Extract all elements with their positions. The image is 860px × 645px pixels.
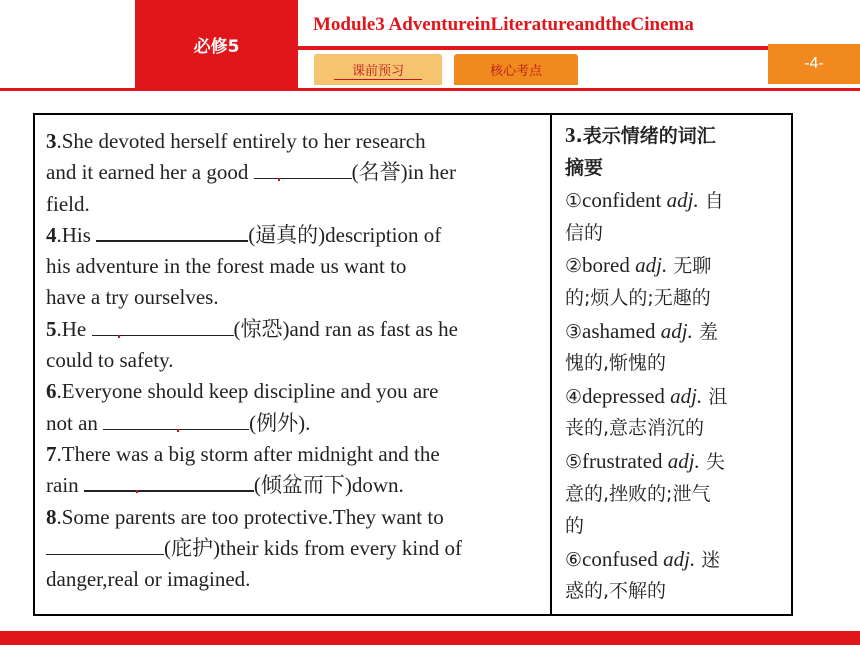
tab-preview-label: 课前预习: [351, 64, 404, 79]
vocab-pos: adj.: [660, 318, 693, 343]
vocab-meaning: 失: [699, 450, 725, 473]
answer-blank[interactable]: [46, 537, 164, 555]
vocab-index: ③: [565, 320, 583, 343]
book-label: [135, 0, 298, 88]
header-divider: [0, 88, 860, 91]
exercise-text: not an: [46, 410, 104, 435]
vocab-heading-text: .表示情绪的词汇: [575, 125, 716, 147]
tab-core-points[interactable]: [454, 54, 578, 85]
exercise-text: (名誉)in her: [351, 160, 456, 185]
exercise-text: (逼真的)description of: [248, 222, 442, 247]
vocab-index: ⑥: [565, 548, 583, 571]
exercise-number: 5: [46, 316, 57, 341]
exercise-text: (庇护)their kids from every kind of: [164, 535, 463, 560]
vocab-entry: [565, 445, 791, 478]
vocab-meaning-cont: [565, 347, 791, 380]
vocab-heading-number: 3: [565, 123, 576, 147]
vocab-word: confused: [582, 546, 658, 571]
vocab-meaning-cont: [565, 478, 791, 511]
exercise-line: [46, 189, 550, 220]
vocab-entry: [565, 315, 791, 348]
exercise-number: 7: [46, 441, 57, 466]
exercise-line: [46, 157, 550, 188]
vocab-meaning: 的;烦人的;无趣的: [565, 286, 711, 309]
vocab-column: [552, 115, 791, 614]
vocab-word: confident: [582, 188, 662, 213]
exercise-line: [46, 220, 550, 251]
exercise-line: [46, 408, 550, 439]
vocab-meaning-cont: [565, 217, 791, 250]
vocab-meaning: 自: [698, 190, 724, 213]
answer-blank[interactable]: [92, 318, 234, 336]
exercise-text: (例外).: [249, 410, 311, 435]
vocab-meaning: 信的: [565, 221, 604, 244]
vocab-pos: adj.: [635, 253, 668, 278]
vocab-meaning: 愧的,惭愧的: [565, 352, 667, 375]
exercise-text: could to safety.: [46, 348, 174, 373]
exercise-number: 6: [46, 379, 57, 404]
vocab-word: depressed: [582, 383, 665, 408]
exercise-number: 8: [46, 504, 57, 529]
exercise-line: [46, 314, 550, 345]
vocab-pos: adj.: [666, 188, 699, 213]
tab-core-points-label: 核心考点: [489, 64, 542, 79]
vocab-meaning: 的: [565, 515, 585, 538]
vocab-entry: [565, 184, 791, 217]
exercise-text: (惊恐)and ran as fast as he: [233, 316, 458, 341]
exercise-text: his adventure in the forest made us want to: [46, 254, 407, 279]
exercise-line: [46, 564, 550, 595]
vocab-pos: adj.: [667, 448, 700, 473]
exercise-line: [46, 251, 550, 282]
exercise-number: 4: [46, 222, 57, 247]
vocab-meaning-cont: [565, 510, 791, 543]
exercise-text: (倾盆而下)down.: [253, 473, 404, 498]
exercise-line: [46, 376, 550, 407]
answer-blank[interactable]: [84, 473, 254, 492]
vocab-pos: adj.: [663, 546, 696, 571]
module-title: Module3 AdventureinLiteratureandtheCinema: [313, 14, 694, 35]
exercise-text: rain: [46, 473, 84, 498]
exercise-text: .His: [56, 222, 97, 247]
exercise-line: [46, 470, 550, 501]
vocab-index: ①: [565, 190, 583, 213]
vocab-entry: [565, 380, 791, 413]
exercise-text: .There was a big storm after midnight and the: [56, 441, 440, 466]
exercise-line: [46, 126, 550, 157]
vocab-entry: [565, 543, 791, 576]
exercise-text: .She devoted herself entirely to her research: [56, 129, 426, 153]
answer-blank[interactable]: [103, 412, 249, 430]
vocab-heading-cont: [565, 152, 791, 185]
exercise-line: [46, 282, 550, 313]
exercise-text: and it earned her a good: [46, 160, 254, 185]
vocab-meaning: 迷: [695, 548, 721, 571]
content-table: [33, 113, 793, 616]
vocab-meaning: 羞: [692, 320, 718, 343]
exercise-line: [46, 533, 550, 564]
exercise-text: .He: [56, 316, 92, 341]
vocab-meaning: 丧的,意志消沉的: [565, 417, 705, 440]
vocab-heading: [565, 119, 791, 152]
exercise-text: have a try ourselves.: [46, 285, 219, 310]
exercise-line: [46, 502, 550, 533]
exercise-text: .Some parents are too protective.They want to: [56, 504, 444, 529]
vocab-index: ②: [565, 255, 583, 278]
footer-bar: [0, 631, 860, 645]
exercise-text: .Everyone should keep discipline and you are: [56, 379, 439, 404]
vocab-meaning: 意的,挫败的;泄气: [565, 482, 711, 505]
vocab-word: frustrated: [582, 448, 663, 473]
tab-preview[interactable]: [314, 54, 442, 85]
vocab-meaning: 无聊: [667, 255, 712, 278]
vocab-meaning: 沮: [702, 385, 728, 408]
page-number: [768, 44, 860, 84]
exercise-line: [46, 345, 550, 376]
vocab-word: bored: [582, 253, 630, 278]
vocab-word: ashamed: [582, 318, 656, 343]
vocab-index: ④: [565, 385, 583, 408]
exercise-column: [35, 115, 552, 614]
tab-preview-underline: [334, 79, 422, 80]
header-left-blank: [0, 0, 135, 88]
exercise-text: danger,real or imagined.: [46, 567, 251, 592]
vocab-entry: [565, 249, 791, 282]
book-label-text: 必修5: [193, 36, 240, 57]
vocab-meaning-cont: [565, 575, 791, 608]
answer-blank[interactable]: [254, 161, 352, 179]
vocab-meaning-cont: [565, 412, 791, 445]
vocab-index: ⑤: [565, 450, 583, 473]
page-number-text: -4-: [804, 55, 824, 72]
exercise-line: [46, 439, 550, 470]
vocab-meaning: 惑的,不解的: [565, 580, 667, 603]
vocab-meaning-cont: [565, 282, 791, 315]
vocab-heading-text: 摘要: [565, 156, 604, 179]
vocab-pos: adj.: [670, 383, 703, 408]
answer-blank[interactable]: [96, 223, 248, 242]
exercise-number: 3: [46, 129, 57, 153]
exercise-text: field.: [46, 191, 90, 216]
